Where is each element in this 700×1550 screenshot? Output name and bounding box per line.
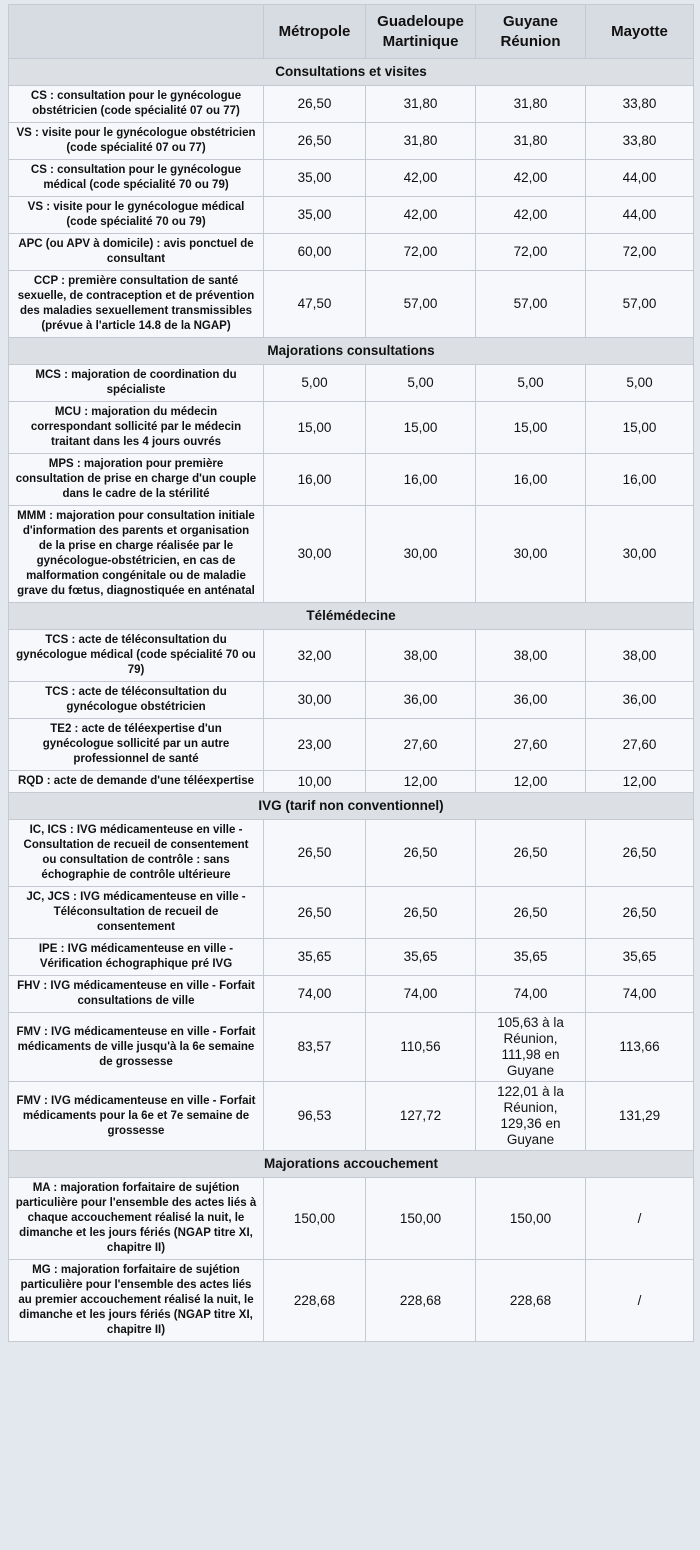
header-metropole: Métropole	[264, 5, 366, 59]
value-mayotte: 33,80	[586, 86, 694, 123]
table-row	[9, 939, 694, 976]
value-mayotte: 12,00	[586, 771, 694, 793]
header-blank	[9, 5, 264, 59]
value-metropole: 5,00	[264, 365, 366, 402]
act-label: MCS : majoration de coordination du spécialiste	[9, 365, 264, 402]
value-mayotte: 30,00	[586, 506, 694, 603]
section-title: Consultations et visites	[9, 59, 694, 86]
value-guadeloupe-martinique: 12,00	[366, 771, 476, 793]
section-title: IVG (tarif non conventionnel)	[9, 793, 694, 820]
header-mayotte: Mayotte	[586, 5, 694, 59]
value-guyane-reunion: 15,00	[476, 402, 586, 454]
header-guyane-reunion: Guyane Réunion	[476, 5, 586, 59]
value-metropole: 30,00	[264, 682, 366, 719]
table-row	[9, 682, 694, 719]
value-metropole: 60,00	[264, 234, 366, 271]
table-row	[9, 197, 694, 234]
value-mayotte: 33,80	[586, 123, 694, 160]
act-label: TCS : acte de téléconsultation du gynécologue obstétricien	[9, 682, 264, 719]
value-mayotte: 36,00	[586, 682, 694, 719]
value-guadeloupe-martinique: 15,00	[366, 402, 476, 454]
act-label: IPE : IVG médicamenteuse en ville - Vérification échographique pré IVG	[9, 939, 264, 976]
act-label: CS : consultation pour le gynécologue médical (code spécialité 70 ou 79)	[9, 160, 264, 197]
value-metropole: 26,50	[264, 887, 366, 939]
value-guyane-reunion: 57,00	[476, 271, 586, 338]
value-guyane-reunion: 31,80	[476, 86, 586, 123]
value-metropole: 15,00	[264, 402, 366, 454]
table-row	[9, 506, 694, 603]
table-row	[9, 771, 694, 793]
header-guadeloupe-martinique: Guadeloupe Martinique	[366, 5, 476, 59]
value-guadeloupe-martinique: 16,00	[366, 454, 476, 506]
value-guadeloupe-martinique: 57,00	[366, 271, 476, 338]
value-metropole: 96,53	[264, 1082, 366, 1151]
value-mayotte: /	[586, 1178, 694, 1260]
value-metropole: 228,68	[264, 1260, 366, 1342]
value-metropole: 74,00	[264, 976, 366, 1013]
table-row	[9, 820, 694, 887]
value-guadeloupe-martinique: 26,50	[366, 887, 476, 939]
value-metropole: 23,00	[264, 719, 366, 771]
value-metropole: 26,50	[264, 86, 366, 123]
value-guadeloupe-martinique: 228,68	[366, 1260, 476, 1342]
value-guadeloupe-martinique: 5,00	[366, 365, 476, 402]
table-row	[9, 86, 694, 123]
value-guyane-reunion: 35,65	[476, 939, 586, 976]
value-guyane-reunion: 31,80	[476, 123, 586, 160]
value-guyane-reunion: 16,00	[476, 454, 586, 506]
value-guadeloupe-martinique: 150,00	[366, 1178, 476, 1260]
value-metropole: 47,50	[264, 271, 366, 338]
value-mayotte: 44,00	[586, 160, 694, 197]
value-metropole: 35,00	[264, 160, 366, 197]
act-label: TE2 : acte de téléexpertise d'un gynécologue sollicité par un autre professionnel de santé	[9, 719, 264, 771]
value-guadeloupe-martinique: 72,00	[366, 234, 476, 271]
table-row	[9, 123, 694, 160]
act-label: MG : majoration forfaitaire de sujétion particulière pour l'ensemble des actes liés au premier accouchement réalisé la nuit, le dimanche et les jours fériés (NGAP titre XI, chapitre II)	[9, 1260, 264, 1342]
value-guadeloupe-martinique: 35,65	[366, 939, 476, 976]
act-label: MMM : majoration pour consultation initiale d'information des parents et organisation de la prise en charge réalisée par le gynécologue-obstétricien, en cas de malformation congénitale ou de maladie grave du fœtus, diagnostiquée en anténatal	[9, 506, 264, 603]
table-row	[9, 887, 694, 939]
value-metropole: 35,65	[264, 939, 366, 976]
value-guyane-reunion: 5,00	[476, 365, 586, 402]
value-metropole: 150,00	[264, 1178, 366, 1260]
value-guadeloupe-martinique: 36,00	[366, 682, 476, 719]
table-row	[9, 402, 694, 454]
section-title: Majorations consultations	[9, 338, 694, 365]
value-guyane-reunion: 105,63 à la Réunion, 111,98 en Guyane	[476, 1013, 586, 1082]
value-guadeloupe-martinique: 38,00	[366, 630, 476, 682]
value-guyane-reunion: 30,00	[476, 506, 586, 603]
value-guadeloupe-martinique: 27,60	[366, 719, 476, 771]
value-guadeloupe-martinique: 31,80	[366, 123, 476, 160]
value-guyane-reunion: 74,00	[476, 976, 586, 1013]
act-label: CCP : première consultation de santé sexuelle, de contraception et de prévention des maladies sexuellement transmissibles (prévue à l'article 14.8 de la NGAP)	[9, 271, 264, 338]
value-guyane-reunion: 38,00	[476, 630, 586, 682]
value-guyane-reunion: 228,68	[476, 1260, 586, 1342]
value-metropole: 26,50	[264, 820, 366, 887]
section-header-row	[9, 1151, 694, 1178]
table-row	[9, 454, 694, 506]
act-label: FMV : IVG médicamenteuse en ville - Forfait médicaments de ville jusqu'à la 6e semaine de grossesse	[9, 1013, 264, 1082]
act-label: VS : visite pour le gynécologue obstétricien (code spécialité 07 ou 77)	[9, 123, 264, 160]
act-label: IC, ICS : IVG médicamenteuse en ville - Consultation de recueil de consentement ou consultation de contrôle : sans échographie de contrôle ultérieure	[9, 820, 264, 887]
value-mayotte: 27,60	[586, 719, 694, 771]
value-mayotte: 16,00	[586, 454, 694, 506]
act-label: CS : consultation pour le gynécologue obstétricien (code spécialité 07 ou 77)	[9, 86, 264, 123]
act-label: JC, JCS : IVG médicamenteuse en ville - Téléconsultation de recueil de consentement	[9, 887, 264, 939]
section-header-row	[9, 793, 694, 820]
value-guyane-reunion: 12,00	[476, 771, 586, 793]
value-guyane-reunion: 27,60	[476, 719, 586, 771]
value-guadeloupe-martinique: 31,80	[366, 86, 476, 123]
value-mayotte: 72,00	[586, 234, 694, 271]
value-metropole: 32,00	[264, 630, 366, 682]
value-mayotte: 35,65	[586, 939, 694, 976]
value-guadeloupe-martinique: 26,50	[366, 820, 476, 887]
section-title: Majorations accouchement	[9, 1151, 694, 1178]
table-row	[9, 1260, 694, 1342]
section-title: Télémédecine	[9, 603, 694, 630]
value-guadeloupe-martinique: 74,00	[366, 976, 476, 1013]
act-label: VS : visite pour le gynécologue médical (code spécialité 70 ou 79)	[9, 197, 264, 234]
value-guyane-reunion: 42,00	[476, 160, 586, 197]
table-row	[9, 976, 694, 1013]
table-row	[9, 630, 694, 682]
act-label: MCU : majoration du médecin correspondant sollicité par le médecin traitant dans les 4 jours ouvrés	[9, 402, 264, 454]
act-label: TCS : acte de téléconsultation du gynécologue médical (code spécialité 70 ou 79)	[9, 630, 264, 682]
value-mayotte: 131,29	[586, 1082, 694, 1151]
value-guadeloupe-martinique: 110,56	[366, 1013, 476, 1082]
table-row	[9, 271, 694, 338]
value-guadeloupe-martinique: 42,00	[366, 160, 476, 197]
tariff-table	[8, 4, 694, 1342]
tariff-table-container	[8, 4, 693, 1342]
table-body	[9, 59, 694, 1342]
value-mayotte: 5,00	[586, 365, 694, 402]
value-guyane-reunion: 150,00	[476, 1178, 586, 1260]
value-guyane-reunion: 122,01 à la Réunion, 129,36 en Guyane	[476, 1082, 586, 1151]
section-header-row	[9, 59, 694, 86]
value-mayotte: 15,00	[586, 402, 694, 454]
value-metropole: 35,00	[264, 197, 366, 234]
act-label: MPS : majoration pour première consultation de prise en charge d'un couple dans le cadre de la stérilité	[9, 454, 264, 506]
value-metropole: 10,00	[264, 771, 366, 793]
value-mayotte: /	[586, 1260, 694, 1342]
value-metropole: 83,57	[264, 1013, 366, 1082]
value-guyane-reunion: 26,50	[476, 887, 586, 939]
value-guyane-reunion: 36,00	[476, 682, 586, 719]
value-metropole: 16,00	[264, 454, 366, 506]
value-guyane-reunion: 26,50	[476, 820, 586, 887]
table-row	[9, 1178, 694, 1260]
value-mayotte: 44,00	[586, 197, 694, 234]
act-label: FMV : IVG médicamenteuse en ville - Forfait médicaments pour la 6e et 7e semaine de grossesse	[9, 1082, 264, 1151]
value-metropole: 30,00	[264, 506, 366, 603]
act-label: MA : majoration forfaitaire de sujétion particulière pour l'ensemble des actes liés à chaque accouchement réalisé la nuit, le dimanche et les jours fériés (NGAP titre XI, chapitre II)	[9, 1178, 264, 1260]
table-row	[9, 234, 694, 271]
table-row	[9, 1013, 694, 1082]
act-label: APC (ou APV à domicile) : avis ponctuel de consultant	[9, 234, 264, 271]
value-guyane-reunion: 72,00	[476, 234, 586, 271]
header-row	[9, 5, 694, 59]
act-label: FHV : IVG médicamenteuse en ville - Forfait consultations de ville	[9, 976, 264, 1013]
value-guadeloupe-martinique: 42,00	[366, 197, 476, 234]
value-mayotte: 38,00	[586, 630, 694, 682]
value-guadeloupe-martinique: 30,00	[366, 506, 476, 603]
table-row	[9, 365, 694, 402]
value-mayotte: 26,50	[586, 820, 694, 887]
value-mayotte: 57,00	[586, 271, 694, 338]
table-row	[9, 1082, 694, 1151]
table-row	[9, 160, 694, 197]
value-mayotte: 26,50	[586, 887, 694, 939]
section-header-row	[9, 603, 694, 630]
table-row	[9, 719, 694, 771]
section-header-row	[9, 338, 694, 365]
value-mayotte: 113,66	[586, 1013, 694, 1082]
value-metropole: 26,50	[264, 123, 366, 160]
value-guadeloupe-martinique: 127,72	[366, 1082, 476, 1151]
act-label: RQD : acte de demande d'une téléexpertise	[9, 771, 264, 793]
value-guyane-reunion: 42,00	[476, 197, 586, 234]
value-mayotte: 74,00	[586, 976, 694, 1013]
